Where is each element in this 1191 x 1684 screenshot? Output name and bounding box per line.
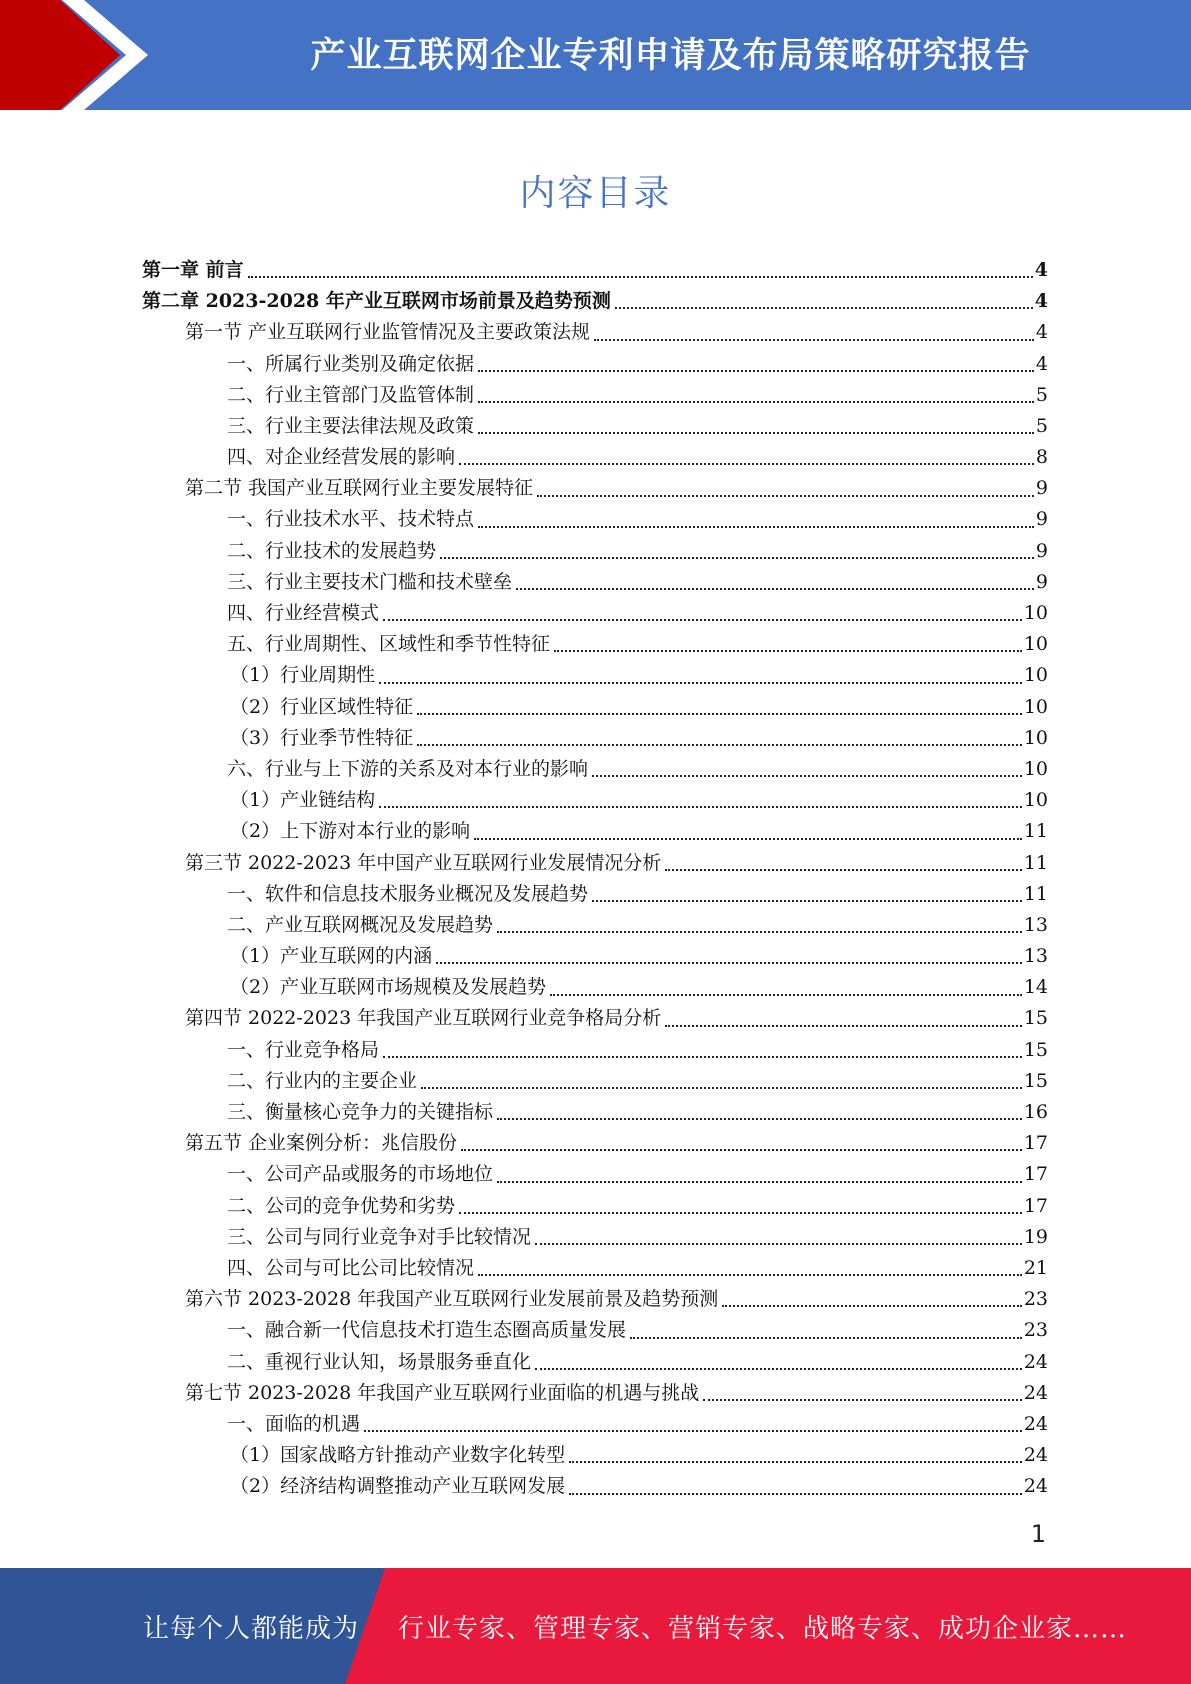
- toc-entry-page: 19: [1023, 1225, 1048, 1248]
- toc-entry-page: 13: [1023, 945, 1048, 968]
- toc-entry[interactable]: [142, 505, 1048, 536]
- toc-entry[interactable]: [142, 442, 1048, 473]
- toc-entry-title: （1）行业周期性: [230, 664, 376, 687]
- toc-dot-leader: [535, 1367, 1022, 1370]
- toc-entry-page: 4: [1034, 290, 1048, 313]
- toc-dot-leader: [592, 899, 1022, 902]
- toc-dot-leader: [554, 649, 1022, 652]
- toc-dot-leader: [248, 275, 1033, 278]
- footer-slogan-right: 行业专家、管理专家、营销专家、战略专家、成功企业家……: [398, 1614, 1128, 1644]
- toc-entry[interactable]: [142, 380, 1048, 411]
- toc-entry[interactable]: [142, 1378, 1048, 1409]
- footer-banner: [0, 1568, 1191, 1684]
- toc-entry-title: 二、重视行业认知，场景服务垂直化: [227, 1350, 532, 1373]
- toc-entry[interactable]: [142, 848, 1048, 879]
- toc-entry-title: 第二节 我国产业互联网行业主要发展特征: [185, 477, 534, 500]
- toc-entry-title: （1）产业互联网的内涵: [230, 945, 433, 968]
- toc-entry-title: 一、公司产品或服务的市场地位: [227, 1163, 494, 1186]
- toc-entry-page: 10: [1023, 602, 1048, 625]
- toc-entry-title: 第三节 2022-2023 年中国产业互联网行业发展情况分析: [185, 851, 662, 874]
- toc-entry-title: 第二章 2023-2028 年产业互联网市场前景及趋势预测: [142, 290, 611, 313]
- toc-entry-title: 五、行业周期性、区域性和季节性特征: [227, 633, 551, 656]
- report-header: [0, 0, 1191, 110]
- toc-entry-title: 二、行业内的主要企业: [227, 1069, 418, 1092]
- toc-entry[interactable]: [142, 879, 1048, 910]
- toc-entry-title: 二、行业主管部门及监管体制: [227, 383, 475, 406]
- toc-dot-leader: [497, 1180, 1022, 1183]
- toc-entry[interactable]: [142, 567, 1048, 598]
- toc-entry-title: 四、公司与可比公司比较情况: [227, 1256, 475, 1279]
- toc-entry-title: 第四节 2022-2023 年我国产业互联网行业竞争格局分析: [185, 1007, 662, 1030]
- toc-dot-leader: [478, 369, 1034, 372]
- toc-dot-leader: [535, 1242, 1022, 1245]
- toc-entry-page: 4: [1034, 258, 1048, 281]
- toc-entry-title: 三、公司与同行业竞争对手比较情况: [227, 1225, 532, 1248]
- toc-dot-leader: [516, 587, 1034, 590]
- toc-entry[interactable]: [142, 473, 1048, 504]
- toc-entry-page: 10: [1023, 757, 1048, 780]
- toc-dot-leader: [594, 338, 1034, 341]
- report-title: 产业互联网企业专利申请及布局策略研究报告: [310, 36, 1031, 76]
- toc-dot-leader: [478, 525, 1034, 528]
- toc-entry-title: 一、所属行业类别及确定依据: [227, 352, 475, 375]
- toc-entry-page: 24: [1023, 1475, 1048, 1498]
- toc-entry-title: （2）上下游对本行业的影响: [230, 820, 471, 843]
- toc-entry[interactable]: [142, 1440, 1048, 1471]
- toc-entry-page: 8: [1035, 446, 1048, 469]
- toc-entry-title: 三、行业主要法律法规及政策: [227, 414, 475, 437]
- toc-entry-page: 15: [1023, 1069, 1048, 1092]
- toc-entry[interactable]: [142, 941, 1048, 972]
- toc-dot-leader: [630, 1336, 1022, 1339]
- toc-dot-leader: [436, 961, 1022, 964]
- toc-entry[interactable]: [142, 1471, 1048, 1502]
- toc-entry[interactable]: [142, 629, 1048, 660]
- toc-entry[interactable]: [142, 1035, 1048, 1066]
- toc-entry-page: 9: [1035, 477, 1048, 500]
- toc-entry-page: 4: [1035, 321, 1048, 344]
- toc-entry-title: 二、公司的竞争优势和劣势: [227, 1194, 456, 1217]
- toc-entry[interactable]: [142, 785, 1048, 816]
- toc-dot-leader: [478, 400, 1034, 403]
- toc-entry-title: 第一节 产业互联网行业监管情况及主要政策法规: [185, 321, 591, 344]
- toc-entry-page: 9: [1035, 539, 1048, 562]
- toc-entry[interactable]: [142, 972, 1048, 1003]
- toc-entry[interactable]: [142, 1222, 1048, 1253]
- toc-entry[interactable]: [142, 286, 1048, 317]
- toc-entry[interactable]: [142, 1409, 1048, 1440]
- toc-entry[interactable]: [142, 255, 1048, 286]
- toc-entry-title: 一、软件和信息技术服务业概况及发展趋势: [227, 882, 589, 905]
- toc-dot-leader: [440, 556, 1034, 559]
- toc-entry[interactable]: [142, 1347, 1048, 1378]
- toc-dot-leader: [569, 1460, 1022, 1463]
- toc-dot-leader: [459, 462, 1034, 465]
- toc-dot-leader: [478, 1273, 1022, 1276]
- toc-entry-title: 第一章 前言: [142, 258, 244, 281]
- toc-entry-page: 10: [1023, 789, 1048, 812]
- toc-dot-leader: [417, 712, 1022, 715]
- toc-entry[interactable]: [142, 317, 1048, 348]
- toc-entry[interactable]: [142, 660, 1048, 691]
- toc-entry[interactable]: [142, 816, 1048, 847]
- toc-dot-leader: [665, 1024, 1022, 1027]
- toc-entry-page: 10: [1023, 664, 1048, 687]
- toc-entry-page: 11: [1023, 882, 1048, 905]
- toc-entry-page: 11: [1023, 820, 1048, 843]
- toc-entry[interactable]: [142, 754, 1048, 785]
- toc-dot-leader: [383, 618, 1022, 621]
- toc-entry-page: 23: [1023, 1319, 1048, 1342]
- toc-entry-title: （2）经济结构调整推动产业互联网发展: [230, 1475, 566, 1498]
- toc-entry-page: 17: [1023, 1132, 1048, 1155]
- toc-entry[interactable]: [142, 692, 1048, 723]
- toc-entry-page: 23: [1023, 1288, 1048, 1311]
- toc-entry-page: 17: [1023, 1194, 1048, 1217]
- toc-entry-title: 四、对企业经营发展的影响: [227, 446, 456, 469]
- toc-entry[interactable]: [142, 910, 1048, 941]
- toc-dot-leader: [421, 1086, 1022, 1089]
- toc-dot-leader: [550, 993, 1022, 996]
- toc-entry-page: 13: [1023, 913, 1048, 936]
- toc-entry[interactable]: [142, 536, 1048, 567]
- toc-entry-title: 第五节 企业案例分析：兆信股份: [185, 1132, 458, 1155]
- toc-dot-leader: [478, 431, 1034, 434]
- toc-entry-title: 六、行业与上下游的关系及对本行业的影响: [227, 757, 589, 780]
- toc-entry-title: 三、行业主要技术门槛和技术壁垒: [227, 570, 513, 593]
- toc-entry-page: 24: [1023, 1350, 1048, 1373]
- toc-entry-title: （1）产业链结构: [230, 789, 376, 812]
- toc-dot-leader: [497, 930, 1022, 933]
- toc-entry[interactable]: [142, 1191, 1048, 1222]
- toc-entry-page: 11: [1023, 851, 1048, 874]
- toc-entry-page: 10: [1023, 726, 1048, 749]
- toc-entry[interactable]: [142, 1159, 1048, 1190]
- toc-dot-leader: [703, 1398, 1022, 1401]
- toc-entry[interactable]: [142, 723, 1048, 754]
- toc-dot-leader: [379, 681, 1022, 684]
- toc-entry-page: 15: [1023, 1007, 1048, 1030]
- toc-entry-page: 14: [1023, 976, 1048, 999]
- toc-dot-leader: [722, 1304, 1022, 1307]
- toc-entry-page: 9: [1035, 570, 1048, 593]
- toc-entry[interactable]: [142, 1097, 1048, 1128]
- toc-entry-title: 一、融合新一代信息技术打造生态圈高质量发展: [227, 1319, 627, 1342]
- toc-dot-leader: [665, 868, 1022, 871]
- toc-entry-title: 第六节 2023-2028 年我国产业互联网行业发展前景及趋势预测: [185, 1288, 719, 1311]
- toc-entry-page: 10: [1023, 633, 1048, 656]
- toc-entry[interactable]: [142, 1284, 1048, 1315]
- toc-entry[interactable]: [142, 598, 1048, 629]
- toc-dot-leader: [461, 1148, 1022, 1151]
- toc-dot-leader: [459, 1211, 1022, 1214]
- toc-entry-title: （1）国家战略方针推动产业数字化转型: [230, 1444, 566, 1467]
- toc-entry-page: 16: [1023, 1101, 1048, 1124]
- toc-dot-leader: [615, 306, 1033, 309]
- toc-entry-page: 21: [1023, 1256, 1048, 1279]
- toc-dot-leader: [417, 743, 1022, 746]
- toc-entry[interactable]: [142, 1066, 1048, 1097]
- toc-entry-title: 三、衡量核心竞争力的关键指标: [227, 1101, 494, 1124]
- toc-entry-page: 15: [1023, 1038, 1048, 1061]
- toc-entry-title: （3）行业季节性特征: [230, 726, 414, 749]
- toc-entry-page: 24: [1023, 1412, 1048, 1435]
- toc-entry[interactable]: [142, 1253, 1048, 1284]
- toc-entry-page: 5: [1035, 414, 1048, 437]
- toc-entry-title: 二、产业互联网概况及发展趋势: [227, 913, 494, 936]
- toc-dot-leader: [383, 1055, 1022, 1058]
- toc-entry-page: 5: [1035, 383, 1048, 406]
- toc-entry-title: 四、行业经营模式: [227, 602, 380, 625]
- toc-entry-page: 24: [1023, 1381, 1048, 1404]
- toc-entry[interactable]: [142, 349, 1048, 380]
- toc-entry-title: （2）产业互联网市场规模及发展趋势: [230, 976, 547, 999]
- toc-entry-title: （2）行业区域性特征: [230, 695, 414, 718]
- toc-entry[interactable]: [142, 1128, 1048, 1159]
- toc-entry-title: 一、面临的机遇: [227, 1412, 361, 1435]
- toc-dot-leader: [537, 494, 1034, 497]
- toc-entry-page: 9: [1035, 508, 1048, 531]
- toc-entry-page: 17: [1023, 1163, 1048, 1186]
- footer-slogan-left: 让每个人都能成为: [143, 1614, 360, 1644]
- toc-entry[interactable]: [142, 1004, 1048, 1035]
- toc-entry-page: 24: [1023, 1444, 1048, 1467]
- toc-dot-leader: [569, 1492, 1022, 1495]
- toc-dot-leader: [364, 1429, 1022, 1432]
- toc-entry-page: 4: [1035, 352, 1048, 375]
- toc-dot-leader: [474, 837, 1022, 840]
- page-number: 1: [1030, 1520, 1046, 1548]
- table-of-contents: [142, 255, 1048, 1503]
- toc-entry-title: 一、行业技术水平、技术特点: [227, 508, 475, 531]
- toc-entry[interactable]: [142, 411, 1048, 442]
- toc-dot-leader: [379, 805, 1022, 808]
- toc-entry-title: 二、行业技术的发展趋势: [227, 539, 437, 562]
- toc-entry-title: 一、行业竞争格局: [227, 1038, 380, 1061]
- toc-entry-page: 10: [1023, 695, 1048, 718]
- toc-entry[interactable]: [142, 1315, 1048, 1346]
- toc-heading: 内容目录: [519, 173, 672, 214]
- toc-dot-leader: [497, 1117, 1022, 1120]
- toc-entry-title: 第七节 2023-2028 年我国产业互联网行业面临的机遇与挑战: [185, 1381, 700, 1404]
- toc-dot-leader: [592, 774, 1022, 777]
